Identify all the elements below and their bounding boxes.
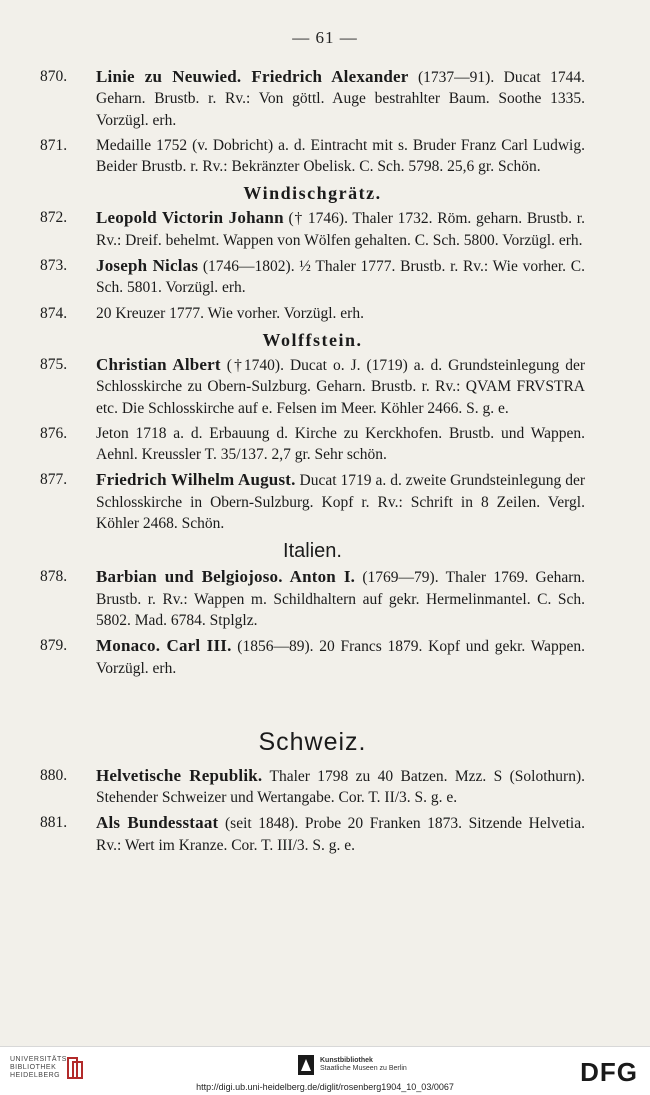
entry-number: 875. [40,355,68,373]
entry-name: Monaco. Carl III. [96,636,232,656]
kb-title: Kunstbibliothek [320,1057,373,1064]
section-heading-wolffstein: Wolffstein. [262,329,363,350]
dfg-logo[interactable]: DFG [580,1057,638,1087]
uni-logo-line1: UNIVERSITÄTS [10,1056,67,1063]
entry-number: 871. [40,136,68,154]
entry-text: († 1746). Thaler 1732. Röm. geharn. Brustb. r. Rv.: Dreif. behelmt. Wappen von Wölfen gehalten. C. Sch. 5800. Vorzügl. erh. [96,210,585,249]
uni-logo-line2: BIBLIOTHEK [10,1064,57,1071]
entry-text: (1856—89). 20 Francs 1879. Kopf und gekr. Wappen. Vorzügl. erh. [96,638,585,677]
entry-text: (1746—1802). ½ Thaler 1777. Brustb. r. Rv.: Wie vorher. C. Sch. 5801. Vorzügl. erh. [96,258,585,297]
entry-text: (†1740). Ducat o. J. (1719) a. d. Grundsteinlegung der Schlosskirche zu Obern-Sulzburg. Geharn. Brustb. r. Rv.: QVAM FRVSTRA etc. Die Schlosskirche auf e. Felsen im Meer. Köhler 2466. S. g. e. [96,356,585,417]
page-number: — 61 — [292,28,358,47]
entry-text: Medaille 1752 (v. Dobricht) a. d. Eintracht mit s. Bruder Franz Carl Ludwig. Beider Brustb. r. Rv.: Bekränzter Obelisk. C. Sch. 5798. 25,6 gr. Schön. [96,136,585,176]
entry-name: Leopold Victorin Johann [96,208,284,228]
entry-number: 878. [40,568,68,586]
entry-text: Jeton 1718 a. d. Erbauung d. Kirche zu Kerckhofen. Brustb. und Wappen. Aehnl. Kreussler T. 35/137. 2,7 gr. Sehr schön. [96,424,585,464]
entry-number: 881. [40,814,68,832]
entry-number: 879. [40,637,68,655]
catalog-content [40,66,585,860]
section-heading-italien: Italien. [283,540,342,563]
entry-873 [40,255,585,299]
permalink-url[interactable]: http://digi.ub.uni-heidelberg.de/diglit/rosenberg1904_10_03/0067 [196,1082,454,1092]
entry-text: Thaler 1798 zu 40 Batzen. Mzz. S (Solothurn). Stehender Schweizer und Wertangabe. Cor. T. II/3. S. g. e. [96,767,585,807]
uni-logo-line3: HEIDELBERG [10,1072,61,1079]
entry-text: Ducat 1719 a. d. zweite Grundsteinlegung der Schlosskirche in Obern-Sulzburg. Kopf r. Rv.: Schrift in 8 Zeilen. Vergl. Köhler 2468. Schön. [96,472,585,533]
entry-874 [40,303,585,324]
entry-876 [40,423,585,466]
entry-text: (1737—91). Ducat 1744. Geharn. Brustb. r. Rv.: Von göttl. Auge bestrahlter Baum. Soothe 1335. Vorzügl. erh. [96,69,585,129]
entry-875 [40,354,585,419]
entry-name: Linie zu Neuwied. Friedrich Alexander [96,67,409,86]
entry-number: 876. [40,424,68,442]
entry-name: Joseph Niclas [96,256,199,276]
entry-877 [40,469,585,534]
entry-name: Friedrich Wilhelm August. [96,470,296,490]
entry-text: (seit 1848). Probe 20 Franken 1873. Sitzende Helvetia. Rv.: Wert im Kranze. Cor. T. III/3. S. g. e. [96,815,585,854]
kb-subtitle: Staatliche Museen zu Berlin [320,1065,407,1072]
entry-878 [40,566,585,631]
entry-name: Helvetische Republik. [96,765,263,785]
entry-880 [40,765,585,809]
entry-number: 877. [40,471,68,489]
kunstbibliothek-icon [298,1055,314,1075]
kunstbibliothek-logo[interactable] [298,1055,407,1075]
entry-870 [40,66,585,131]
entry-872 [40,207,585,251]
entry-text: 20 Kreuzer 1777. Wie vorher. Vorzügl. erh. [96,304,364,322]
university-library-logo[interactable] [10,1055,84,1081]
heidelberg-library-icon [66,1055,84,1081]
section-heading-windischgraetz: Windischgrätz. [243,183,382,204]
entry-text: (1769—79). Thaler 1769. Geharn. Brustb. r. Rv.: Wappen m. Schildhaltern auf gekr. Hermelinmantel. C. Sch. 5802. Mad. 6784. Stplglz. [96,569,585,629]
entry-number: 872. [40,209,68,227]
entry-number: 880. [40,766,68,784]
entry-number: 874. [40,304,68,322]
section-heading-schweiz: Schweiz. [258,727,367,756]
entry-879 [40,635,585,679]
entry-871 [40,135,585,178]
entry-number: 873. [40,257,68,275]
entry-881 [40,812,585,856]
entry-name: Als Bundesstaat [96,813,219,833]
entry-name: Christian Albert [96,354,221,374]
viewer-footer [0,1046,650,1095]
entry-name: Barbian und Belgiojoso. Anton I. [96,567,356,587]
entry-number: 870. [40,68,68,85]
